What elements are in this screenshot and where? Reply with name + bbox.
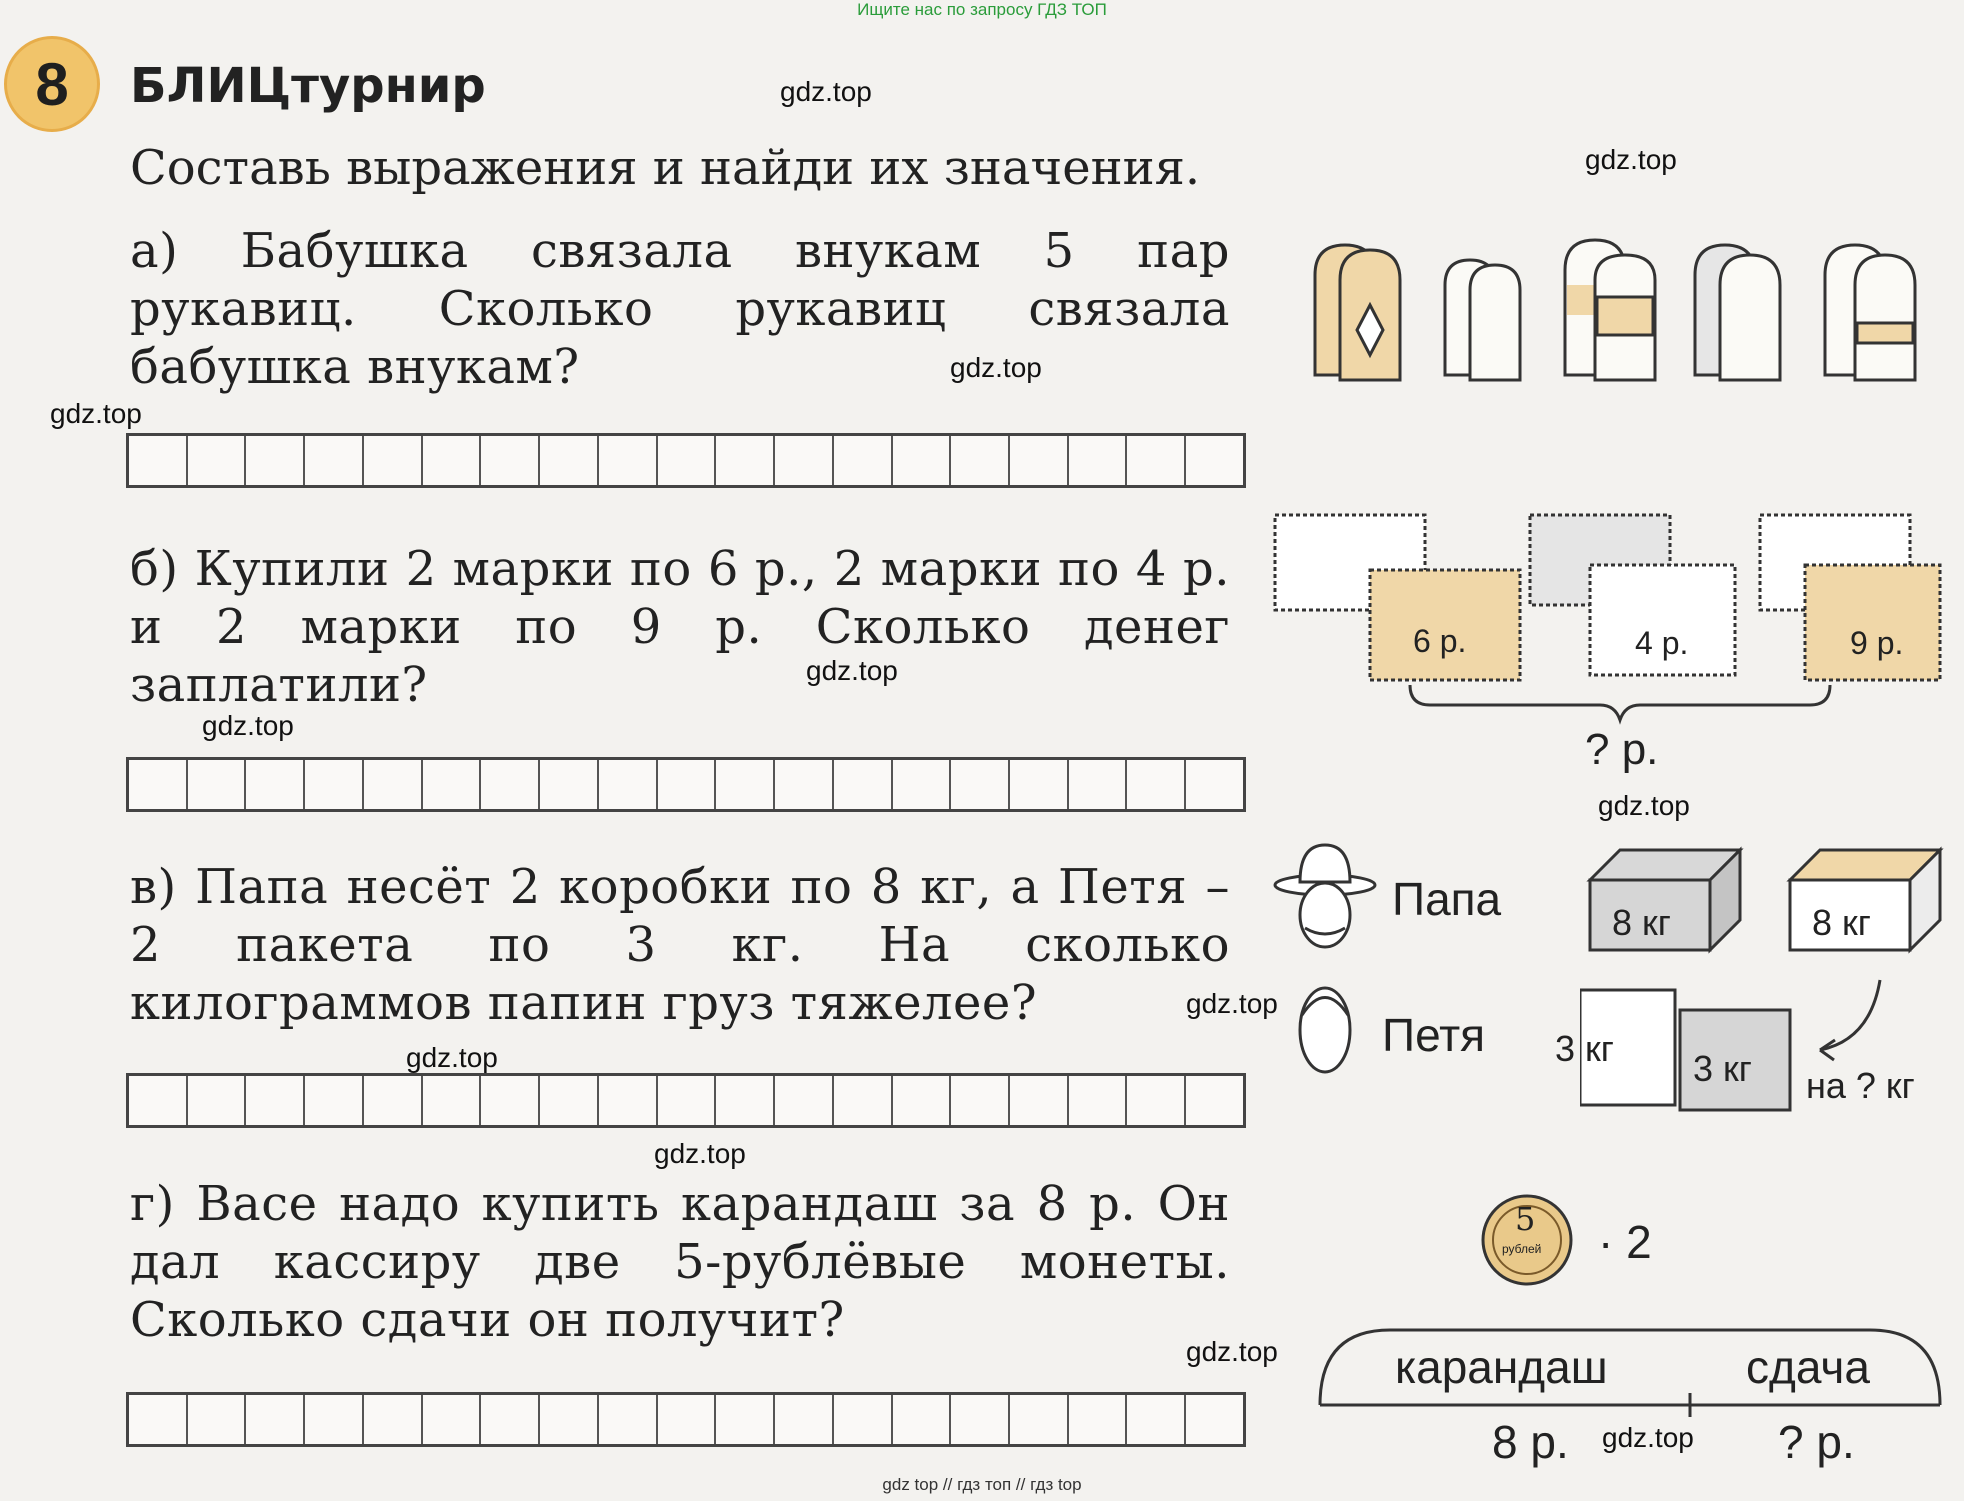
watermark: gdz.top [1585, 144, 1677, 175]
watermark: gdz.top [406, 1042, 498, 1073]
task-b: б) Купили 2 марки по 6 р., 2 марки по 4 р. и 2 марки по 9 р. Сколько денег заплатили? [130, 541, 1230, 713]
watermark: gdz.top [50, 398, 142, 429]
watermark: gdz.top [780, 76, 872, 107]
petya-bag-2-weight: 3 кг [1693, 1048, 1752, 1089]
coin-face-value: 5 [1515, 1200, 1536, 1238]
papa-box-1-weight: 8 кг [1612, 902, 1671, 943]
stamp-price-9: 9 р. [1850, 625, 1904, 661]
petya-label: Петя [1382, 1009, 1486, 1061]
pencil-price: 8 р. [1492, 1416, 1569, 1468]
stamps-total-label: ? р. [1585, 725, 1659, 774]
task-instruction: Составь выражения и найди их значения. [130, 140, 1201, 196]
mittens-illustration [1295, 235, 1945, 385]
watermark: gdz.top [1186, 1336, 1278, 1367]
page-title: БЛИЦтурнир [130, 58, 486, 114]
answer-grid-c[interactable] [126, 1073, 1246, 1128]
answer-grid-a[interactable] [126, 433, 1246, 488]
watermark: gdz.top [806, 655, 898, 686]
watermark: gdz.top [202, 710, 294, 741]
stamp-price-4: 4 р. [1635, 625, 1689, 661]
change-label: сдача [1746, 1341, 1870, 1393]
watermark: gdz.top [654, 1138, 746, 1169]
coin-word: рублей [1502, 1242, 1542, 1256]
footer-links[interactable]: gdz top // гдз топ // гдз top [882, 1475, 1082, 1494]
stamps-illustration [1270, 505, 1950, 735]
top-banner[interactable]: Ищите нас по запросу ГДЗ ТОП [857, 0, 1107, 19]
watermark: gdz.top [1602, 1422, 1694, 1453]
answer-grid-d[interactable] [126, 1392, 1246, 1447]
task-number-badge [4, 36, 100, 132]
petya-bag-1-weight: 3 кг [1555, 1028, 1614, 1069]
watermark: gdz.top [1186, 988, 1278, 1019]
coin-multiplier: · 2 [1598, 1216, 1652, 1268]
watermark: gdz.top [950, 352, 1042, 383]
watermark: gdz.top [1598, 790, 1690, 821]
task-d: г) Васе надо купить карандаш за 8 р. Он дал кассиру две 5-рублёвые монеты. Сколько сдачи он получит? [130, 1176, 1230, 1348]
people-illustration [1270, 840, 1380, 1080]
change-unknown: ? р. [1778, 1416, 1855, 1468]
papa-box-2-weight: 8 кг [1812, 902, 1871, 943]
papa-label: Папа [1392, 873, 1502, 925]
task-number: 8 [35, 50, 69, 118]
weight-difference-label: на ? кг [1806, 1065, 1915, 1106]
stamp-price-6: 6 р. [1413, 623, 1467, 659]
task-c: в) Папа несёт 2 коробки по 8 кг, а Петя – 2 пакета по 3 кг. На сколько килограммов папин груз тяжелее? [130, 859, 1230, 1031]
task-a: а) Бабушка связала внукам 5 пар рукавиц. Сколько рукавиц связала бабушка внукам? [130, 223, 1230, 395]
pencil-label: карандаш [1395, 1341, 1608, 1393]
answer-grid-b[interactable] [126, 757, 1246, 812]
